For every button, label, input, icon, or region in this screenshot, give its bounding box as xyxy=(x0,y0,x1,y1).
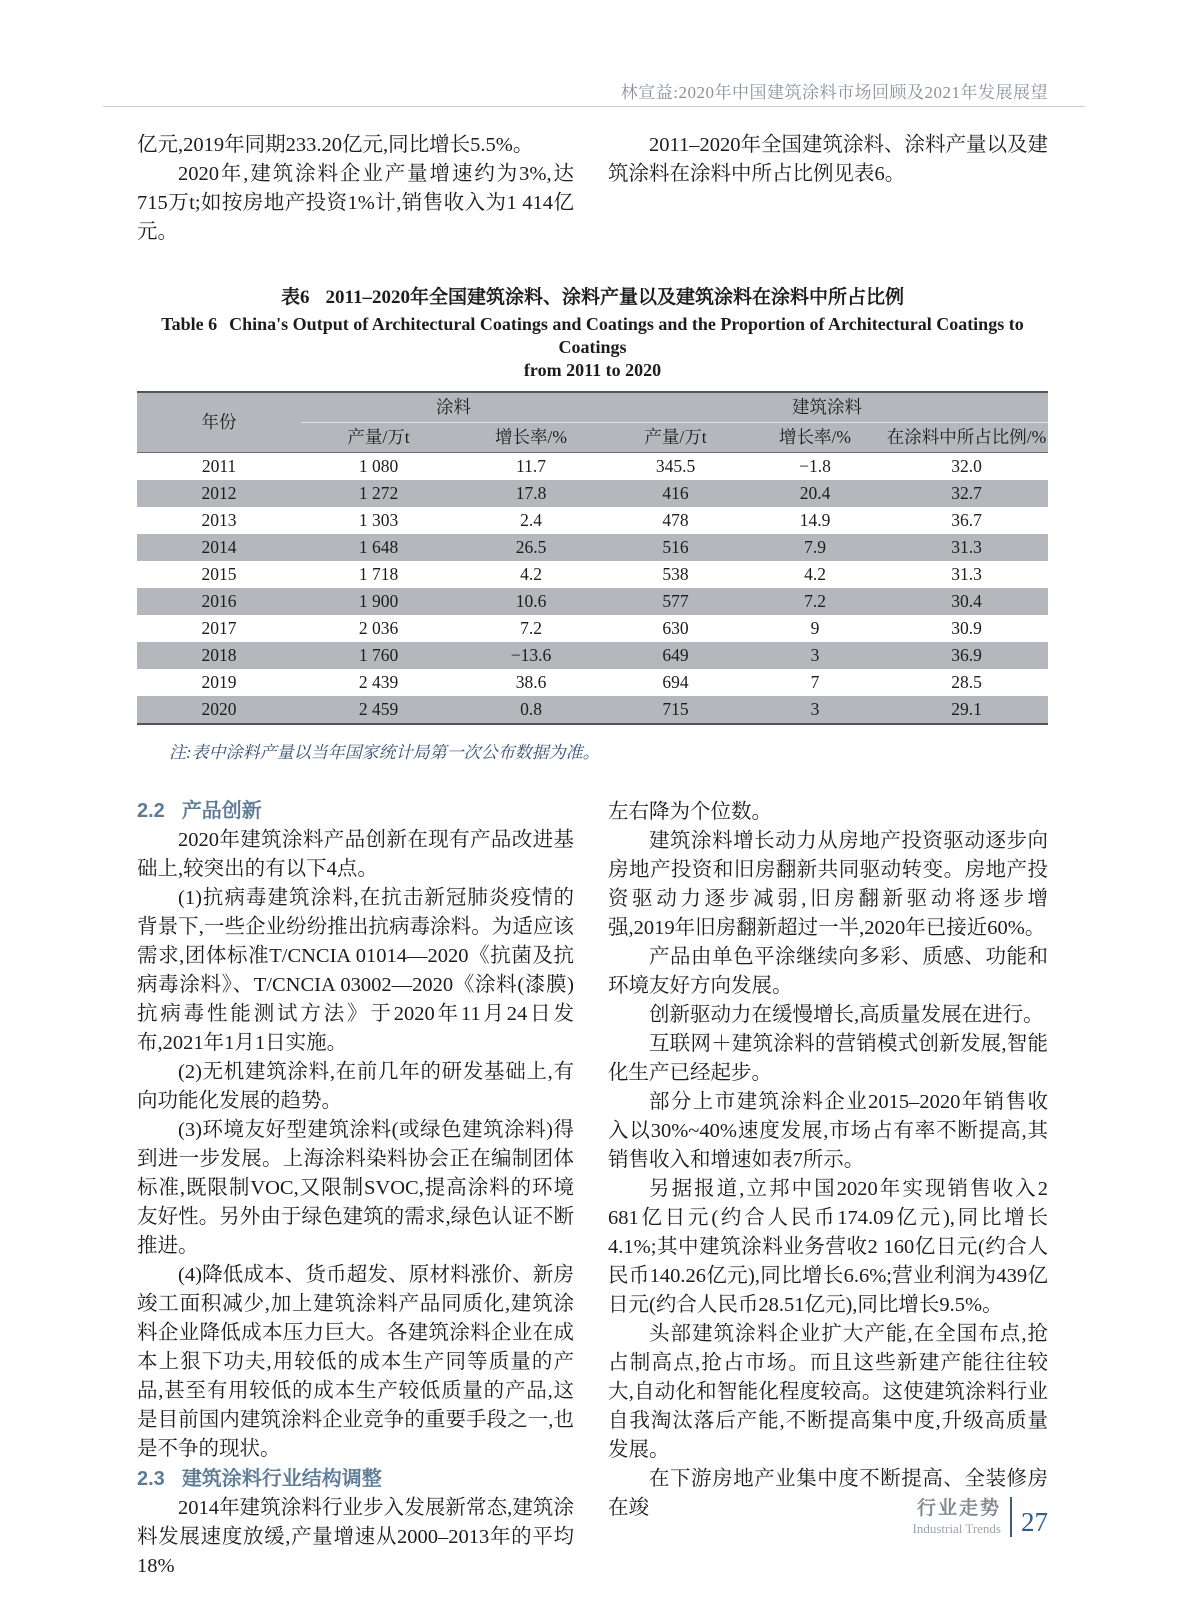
column-header-growth2: 增长率/% xyxy=(745,423,885,453)
paragraph: 2020年建筑涂料产品创新在现有产品改进基础上,较突出的有以下4点。 xyxy=(137,829,574,880)
paragraph: (2)无机建筑涂料,在前几年的研发基础上,有向功能化发展的趋势。 xyxy=(137,1061,574,1112)
paragraph: 创新驱动力在缓慢增长,高质量发展在进行。 xyxy=(649,1004,1044,1026)
section-title: 建筑涂料行业结构调整 xyxy=(181,1468,382,1490)
section-heading-2-2 xyxy=(137,796,574,826)
paragraph: 2020年,建筑涂料企业产量增速约为3%,达715万t;如按房地产投资1%计,销售收入为1 414亿元。 xyxy=(137,163,574,243)
column-header-output2: 产量/万t xyxy=(606,423,745,453)
footer-section-en: Industrial Trends xyxy=(912,1521,1001,1536)
paragraph: (4)降低成本、货币超发、原材料涨价、新房竣工面积减少,加上建筑涂料产品同质化,建筑涂料企业降低成本压力巨大。各建筑涂料企业在成本上狠下功夫,用较低的成本生产同等质量的产品,甚至有用较低的成本生产较低质量的产品,这是目前国内建筑涂料企业竞争的重要手段之一,也是不争的现状。 xyxy=(137,1264,574,1460)
paragraph: 建筑涂料增长动力从房地产投资驱动逐步向房地产投资和旧房翻新共同驱动转变。房地产投资驱动力逐步减弱,旧房翻新驱动将逐步增强,2019年旧房翻新超过一半,2020年已接近60%。 xyxy=(608,830,1048,939)
table-row: 2014 1 648 26.5 516 7.9 31.3 xyxy=(137,534,1048,561)
page-footer xyxy=(913,1497,1048,1537)
column-header-proportion: 在涂料中所占比例/% xyxy=(885,423,1048,453)
intro-right-column xyxy=(608,131,1048,189)
left-column xyxy=(137,796,574,1581)
table-title-zh xyxy=(137,286,1048,309)
table-row: 2019 2 439 38.6 694 7 28.5 xyxy=(201,672,982,692)
paragraph: 另据报道,立邦中国2020年实现销售收入2 681亿日元(约合人民币174.09亿元),同比增长4.1%;其中建筑涂料业务营收2 160亿日元(约合人民币140.26亿元),同比增长6.6%;营业利润为439亿日元(约合人民币28.51亿元),同比增长9.5%。 xyxy=(608,1178,1048,1316)
table-label-en: Table 6 xyxy=(161,314,218,334)
footer-section-zh: 行业走势 xyxy=(916,1498,1001,1519)
paragraph: 左右降为个位数。 xyxy=(608,801,772,823)
intro-left-column xyxy=(137,131,574,247)
table-row: 2013 1 303 2.4 478 14.9 36.7 xyxy=(201,510,982,530)
right-column xyxy=(608,798,1048,1523)
group-header-coatings: 涂料 xyxy=(301,392,606,423)
section-number: 2.3 xyxy=(137,1468,165,1490)
header-rule xyxy=(103,106,1085,107)
table-title-en-line2: from 2011 to 2020 xyxy=(523,360,662,380)
group-header-architectural-coatings: 建筑涂料 xyxy=(606,392,1048,423)
section-heading-2-3 xyxy=(137,1464,574,1494)
section-title: 产品创新 xyxy=(181,800,262,822)
table6-header xyxy=(137,392,1048,453)
table-title-en xyxy=(137,313,1048,359)
table-row: 2015 1 718 4.2 538 4.2 31.3 xyxy=(201,564,982,584)
table-label-zh: 表6 xyxy=(281,287,310,308)
table6-body xyxy=(137,453,1048,725)
paragraph: 部分上市建筑涂料企业2015–2020年销售收入以30%~40%速度发展,市场占有率不断提高,其销售收入和增速如表7所示。 xyxy=(608,1091,1048,1171)
table-note: 注:表中涂料产量以当年国家统计局第一次公布数据为准。 xyxy=(169,743,600,762)
footer-labels xyxy=(913,1497,1001,1537)
column-header-growth: 增长率/% xyxy=(456,423,606,453)
table-row: 2020 2 459 0.8 715 3 29.1 xyxy=(137,696,1048,724)
paragraph: (3)环境友好型建筑涂料(或绿色建筑涂料)得到进一步发展。上海涂料染料协会正在编制团体标准,既限制VOC,又限制SVOC,提高涂料的环境友好性。另外由于绿色建筑的需求,绿色认证不断推进。 xyxy=(137,1119,574,1257)
running-header: 林宣益:2020年中国建筑涂料市场回顾及2021年发展展望 xyxy=(620,83,1048,102)
column-header-year: 年份 xyxy=(137,392,301,453)
table-row: 2012 1 272 17.8 416 20.4 32.7 xyxy=(137,480,1048,507)
table-title-en-text: China's Output of Architectural Coatings and Coatings and the Proportion of Architectural Coatings to Coatings xyxy=(229,314,1024,357)
table-row: 2017 2 036 7.2 630 9 30.9 xyxy=(201,618,982,638)
table6 xyxy=(137,391,1048,725)
table-row: 2011 1 080 11.7 345.5 −1.8 32.0 xyxy=(201,456,982,476)
table-title-zh-text: 2011–2020年全国建筑涂料、涂料产量以及建筑涂料在涂料中所占比例 xyxy=(325,287,904,308)
column-header-output: 产量/万t xyxy=(301,423,456,453)
table-row: 2016 1 900 10.6 577 7.2 30.4 xyxy=(137,588,1048,615)
paragraph: 亿元,2019年同期233.20亿元,同比增长5.5%。 xyxy=(137,134,534,156)
footer-divider xyxy=(1010,1497,1012,1537)
table-row: 2018 1 760 −13.6 649 3 36.9 xyxy=(137,642,1048,669)
paragraph: 在下游房地产业集中度不断提高、全装修房在竣 xyxy=(608,1468,1048,1519)
paragraph: 2011–2020年全国建筑涂料、涂料产量以及建筑涂料在涂料中所占比例见表6。 xyxy=(608,134,1048,185)
paragraph: 互联网＋建筑涂料的营销模式创新发展,智能化生产已经起步。 xyxy=(608,1033,1048,1084)
table6-block xyxy=(137,286,1048,763)
page-number: 27 xyxy=(1021,1507,1048,1537)
paragraph: (1)抗病毒建筑涂料,在抗击新冠肺炎疫情的背景下,一些企业纷纷推出抗病毒涂料。为适应该需求,团体标准T/CNCIA 01014—2020《抗菌及抗病毒涂料》、T/CNCIA 03002—2020《涂料(漆膜)抗病毒性能测试方法》于2020年11月24日发布,2021年1月1日实施。 xyxy=(137,887,574,1054)
paragraph: 产品由单色平涂继续向多彩、质感、功能和环境友好方向发展。 xyxy=(608,946,1048,997)
paragraph: 头部建筑涂料企业扩大产能,在全国布点,抢占制高点,抢占市场。而且这些新建产能往往较大,自动化和智能化程度较高。这使建筑涂料行业自我淘汰落后产能,不断提高集中度,升级高质量发展。 xyxy=(608,1323,1048,1461)
paragraph: 2014年建筑涂料行业步入发展新常态,建筑涂料发展速度放缓,产量增速从2000–2013年的平均18% xyxy=(137,1497,574,1577)
section-number: 2.2 xyxy=(137,800,165,822)
